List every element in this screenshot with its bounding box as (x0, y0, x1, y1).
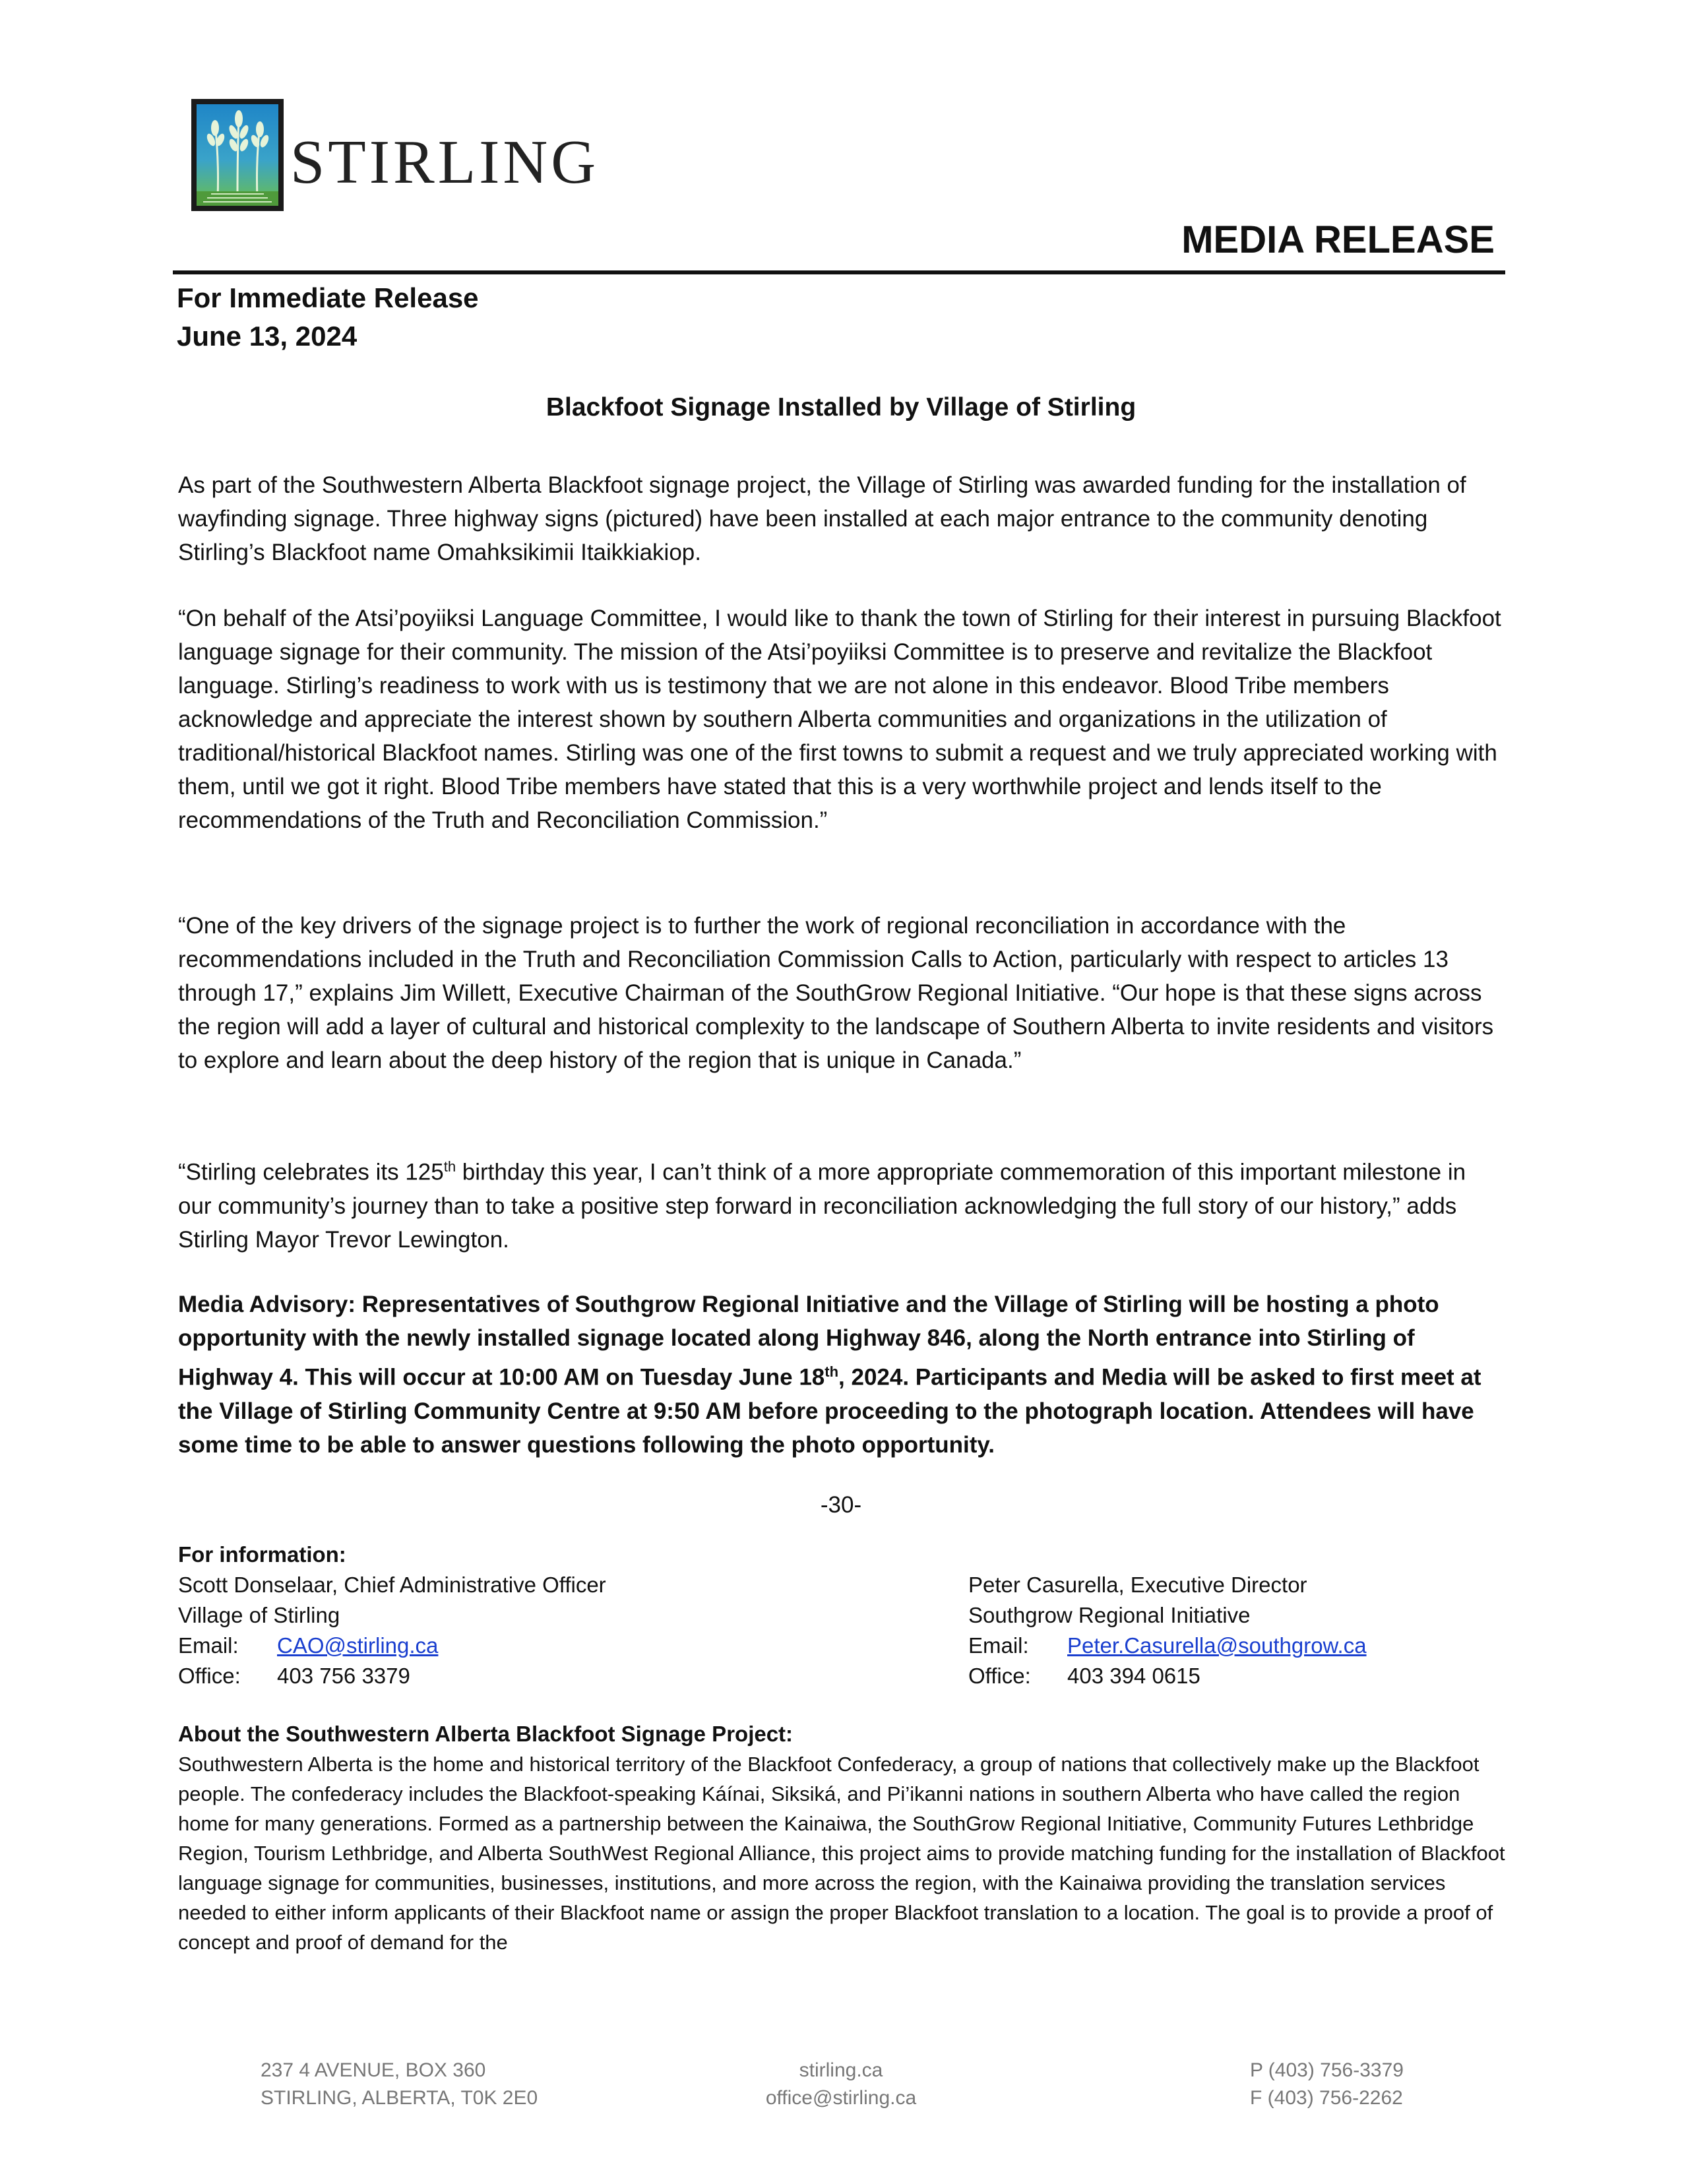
contact-name-title: Scott Donselaar, Chief Administrative Officer (178, 1573, 606, 1597)
about-heading: About the Southwestern Alberta Blackfoot Signage Project: (178, 1722, 794, 1746)
media-release-title: MEDIA RELEASE (1181, 218, 1495, 261)
paragraph-mayor-quote: “Stirling celebrates its 125th birthday this year, I can’t think of a more appropriate commemoration of this important milestone in our community’s journey than to take a positive step forward in reconciliation acknowledging the full story of our history,” adds Stirling Mayor Trevor Lewington. (178, 1158, 1466, 1253)
footer-address-line1: 237 4 AVENUE, BOX 360 (261, 2059, 486, 2081)
office-phone: 403 756 3379 (277, 1664, 410, 1688)
headline: Blackfoot Signage Installed by Village of Stirling (545, 393, 1137, 421)
contact-organization: Village of Stirling (178, 1603, 340, 1627)
about-body: Southwestern Alberta is the home and historical territory of the Blackfoot Confederacy, a group of nations that collectively make up the Blackfoot people. The confederacy includes the Blackfoot-speaking Káínai, Siksiká, and Pi’ikanni nations in southern Alberta who have called the region home for many generations. Formed as a partnership between the Kainaiwa, the SouthGrow Regional Initiative, Community Futures Lethbridge Region, Tourism Lethbridge, and Alberta SouthWest Regional Alliance, this project aims to provide matching funding for the installation of Blackfoot language signage for communities, businesses, institutions, and more across the region, with the Kainaiwa providing the translation services needed to either inform applicants of their Blackfoot name or assign the proper Blackfoot translation to a location. The goal is to provide a proof of concept and proof of demand for the (178, 1753, 1505, 1954)
paragraph-media-advisory: Media Advisory: Representatives of Southgrow Regional Initiative and the Village of Stirling will be hosting a photo opportunity with the newly installed signage located along Highway 846, along the North entrance into Stirling of Highway 4. This will occur at 10:00 AM on Tuesday June 18th, 2024. Participants and Media will be asked to first meet at the Village of Stirling Community Centre at 9:50 AM before proceeding to the photograph location. Attendees will have some time to be able to answer questions following the photo opportunity. (178, 1292, 1481, 1458)
contact-right (968, 1570, 1367, 1691)
paragraph-intro: As part of the Southwestern Alberta Blackfoot signage project, the Village of Stirling was awarded funding for the installation of wayfinding signage. Three highway signs (pictured) have been installed at each major entrance to the community denoting Stirling’s Blackfoot name Omahksikimii Itaikkiakiop. (178, 472, 1466, 565)
email-label: Email: (178, 1633, 239, 1658)
contact-organization: Southgrow Regional Initiative (968, 1603, 1251, 1627)
contact-name-title: Peter Casurella, Executive Director (968, 1573, 1307, 1597)
footer-email-link[interactable]: office@stirling.ca (765, 2087, 917, 2109)
logo-wordmark: STIRLING (290, 128, 600, 197)
office-label: Office: (178, 1664, 241, 1688)
contact-heading: For information: (178, 1542, 346, 1567)
stirling-logo-icon (191, 99, 284, 211)
footer-phone-number: P (403) 756-3379 (1250, 2059, 1404, 2081)
footer-address-line2: STIRLING, ALBERTA, T0K 2E0 (261, 2087, 538, 2109)
release-type: For Immediate Release (177, 282, 479, 313)
footer-fax-number: F (403) 756-2262 (1250, 2087, 1403, 2109)
end-marker: -30- (820, 1492, 862, 1518)
office-phone: 403 394 0615 (1067, 1664, 1200, 1688)
email-link[interactable]: CAO@stirling.ca (277, 1633, 439, 1658)
paragraph-committee-quote: “On behalf of the Atsi’poyiiksi Language Committee, I would like to thank the town of Stirling for their interest in pursuing Blackfoot language signage for their community. The mission of the Atsi’poyiiksi Committee is to preserve and revitalize the Blackfoot language. Stirling’s readiness to work with us is testimony that we are not alone in this endeavor. Blood Tribe members acknowledge and appreciate the interest shown by southern Alberta communities and organizations in the utilization of traditional/historical Blackfoot names. Stirling was one of the first towns to submit a request and we truly appreciated working with them, until we got it right. Blood Tribe members have stated that this is a very worthwhile project and lends itself to the recommendations of the Truth and Reconciliation Commission.” (178, 606, 1501, 833)
office-label: Office: (968, 1664, 1031, 1688)
header-divider (173, 270, 1505, 274)
footer-web (0, 2057, 1682, 2112)
paragraph-southgrow-quote: “One of the key drivers of the signage project is to further the work of regional reconciliation in accordance with the recommendations included in the Truth and Reconciliation Commission Calls to Action, particularly with respect to articles 13 through 17,” explains Jim Willett, Executive Chairman of the SouthGrow Regional Initiative. “Our hope is that these signs across the region will add a layer of cultural and historical complexity to the landscape of Southern Alberta to invite residents and visitors to explore and learn about the deep history of the region that is unique in Canada.” (178, 913, 1494, 1073)
contact-left (178, 1570, 606, 1691)
release-date: June 13, 2024 (177, 321, 358, 352)
footer-website-link[interactable]: stirling.ca (799, 2059, 883, 2081)
email-label: Email: (968, 1633, 1029, 1658)
email-link[interactable]: Peter.Casurella@southgrow.ca (1067, 1633, 1367, 1658)
footer-phone (1250, 2057, 1404, 2112)
